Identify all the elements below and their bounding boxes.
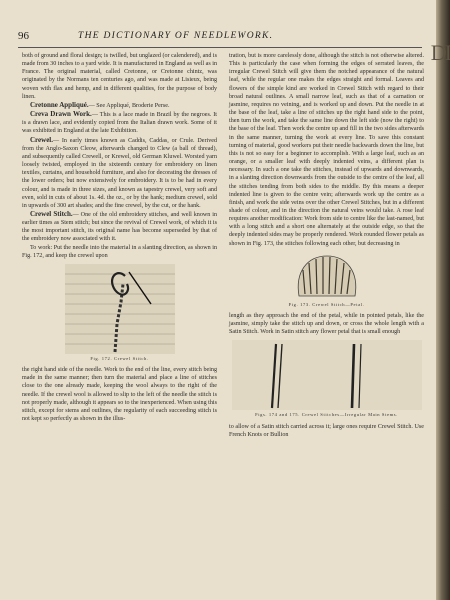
entry-crewel (22, 136, 217, 210)
entry-text: — In early times known as Caddis, Caddas, or Crule. Derived from the Anglo-Saxon Cleow, afterwards changed to Clew (a ball of thread), and subsequently called Crewell, or Krewel, old German Kluwel. Worsted yarn loosely twisted, employed in the sixteenth century for embroidery on linen textiles, curtains, and household furniture, and also for decorating the dresses of the lower orders; but now extensively for embroidery. It is to be had in every colour, and is made in three sizes, and known as tapestry crewel, very soft and even, sold in cuts of about 1s. 4d. the oz., or by the hank; medium crewel, sold in upwards of 300 art shades; and the fine crewel, by the cut, or the hank. (22, 137, 217, 209)
figure-caption: Figs. 174 and 175. Crewel Stitches—Irregular Main Stems. (255, 412, 398, 418)
page-number: 96 (18, 30, 29, 42)
crewel-stitch-illustration (65, 264, 175, 354)
headword: Creva Drawn Work. (30, 110, 92, 119)
entry-text: — This is a lace made in Brazil by the negroes. It is a drawn lace, and evidently copied from the Italian drawn work. Some of it was exhibited in England at the late Exhibition. (22, 112, 217, 135)
headword: Cretonne Appliqué. (30, 100, 89, 109)
headword: Crewel. (30, 135, 53, 144)
headword: Crewel Stitch. (30, 209, 73, 218)
figure-caption: Fig. 173. Crewel Stitch—Petal. (288, 301, 365, 307)
figure-172 (65, 264, 175, 363)
header-rule (18, 47, 422, 48)
entry-creva-drawn-work (22, 110, 217, 135)
paragraph: both of ground and floral design; is twilled, but unglazed (or calendered), and is made from 30 inches to a yard wide. It is manufactured in England as well as in France. The original material, called Cretonne, or Cretonne chintz, was originated by the Normans ten centuries ago, and was made at Lisieux, being woven with flax and hemp, and in different qualities, for the purpose of body linen. (22, 53, 217, 100)
figure-caption: Fig. 172. Crewel Stitch. (90, 355, 149, 361)
running-title: THE DICTIONARY OF NEEDLEWORK. (78, 31, 274, 41)
left-column (22, 52, 217, 423)
paragraph: to allow of a Satin stitch carried across it; large ones require Crewel Stitch. Use French Knots or Bullion (229, 423, 424, 438)
adjacent-page-edge (430, 0, 450, 600)
entry-cretonne-applique (22, 101, 217, 110)
edge-letters: DI (430, 40, 450, 65)
paragraph: tration, but is more carelessly done, although the stitch is not otherwise altered. This is particularly the case when forming the edges of serrated leaves, the irregular Crewel Stitch will give them the notched appearance of the natural leaf, while the regular one makes the edges straight and formal. Leaves and flowers of the simple kind are worked in Crewel Stitch with regard to their broad natural outlines. A small narrow leaf, such as that of a carnation or jasmine, requires no veining, and is worked up and down. Put the needle in at the base of the leaf, take a line of stitches up the right hand side to the point, then turn the work, and take the same line down the left side (now the right) to the base of the leaf. Then work the centre up and fill in the two sides afterwards in the same manner, turning the work at every line. To save this constant turning of material, good workers put their needle backwards down the line, but this is not so easy for a beginner to accomplish. With a large leaf, such as an orange, or a smaller leaf with deeply indented veins, a different plan is necessary. In such a one take the stitches, instead of upwards and downwards, in a slanting direction downwards from the outside to the centre of the leaf, all the stitches tending from both sides to the middle. By this means a deeper indented line is given to the centre vein; afterwards work up the centre as a finish, and work the side veins over the other Crewel Stitches, but in a different shade of colour, and in the direction the natural veins would take. A rose leaf requires another modification: Work from side to centre like the last-named, but with a long stitch and a short one alternately at the outside edge, so that the deeply indented sides may be properly rendered. Work rounded flower petals as shown in Fig. 173, the stitches following each other, but decreasing in (229, 53, 424, 247)
page-header (18, 30, 422, 46)
figure-173 (287, 252, 367, 309)
paragraph: the right hand side of the needle. Work to the end of the line, every stitch being made in the same manner; then turn the material and place a line of stitches close to the one already made, keeping the wool always to the right of the needle. If the crewel wool is allowed to slip to the left of the needle the stitch is not properly made, although it appears so to the inexperienced. When using this stitch, except for stems and outlines, the regularity of each succeeding stitch is not kept so perfectly as shown in the illus- (22, 367, 217, 422)
entry-text: — One of the old embroidery stitches, and well known in earlier times as Stem stitch; but since the revival of Crewel work, of which it is the most important stitch, its original name has become superseded by that of the embroidery now associated with it. (22, 211, 218, 243)
entry-text: — See Appliqué, Broderie Perse. (88, 102, 170, 109)
right-column (229, 52, 424, 439)
figure-174-175 (232, 340, 422, 419)
main-stems-illustration (232, 340, 422, 410)
paragraph: length as they approach the end of the petal, while in pointed petals, like the jasmine, simply take the stitch up and down, or cross the whole length with a Satin Stitch. Work in Satin stitch any flower petal that is small enough (229, 312, 424, 336)
paragraph: To work: Put the needle into the material in a slanting direction, as shown in Fig. 172, and keep the crewel upon (22, 244, 217, 259)
entry-crewel-stitch (22, 210, 217, 244)
petal-illustration (287, 252, 367, 300)
